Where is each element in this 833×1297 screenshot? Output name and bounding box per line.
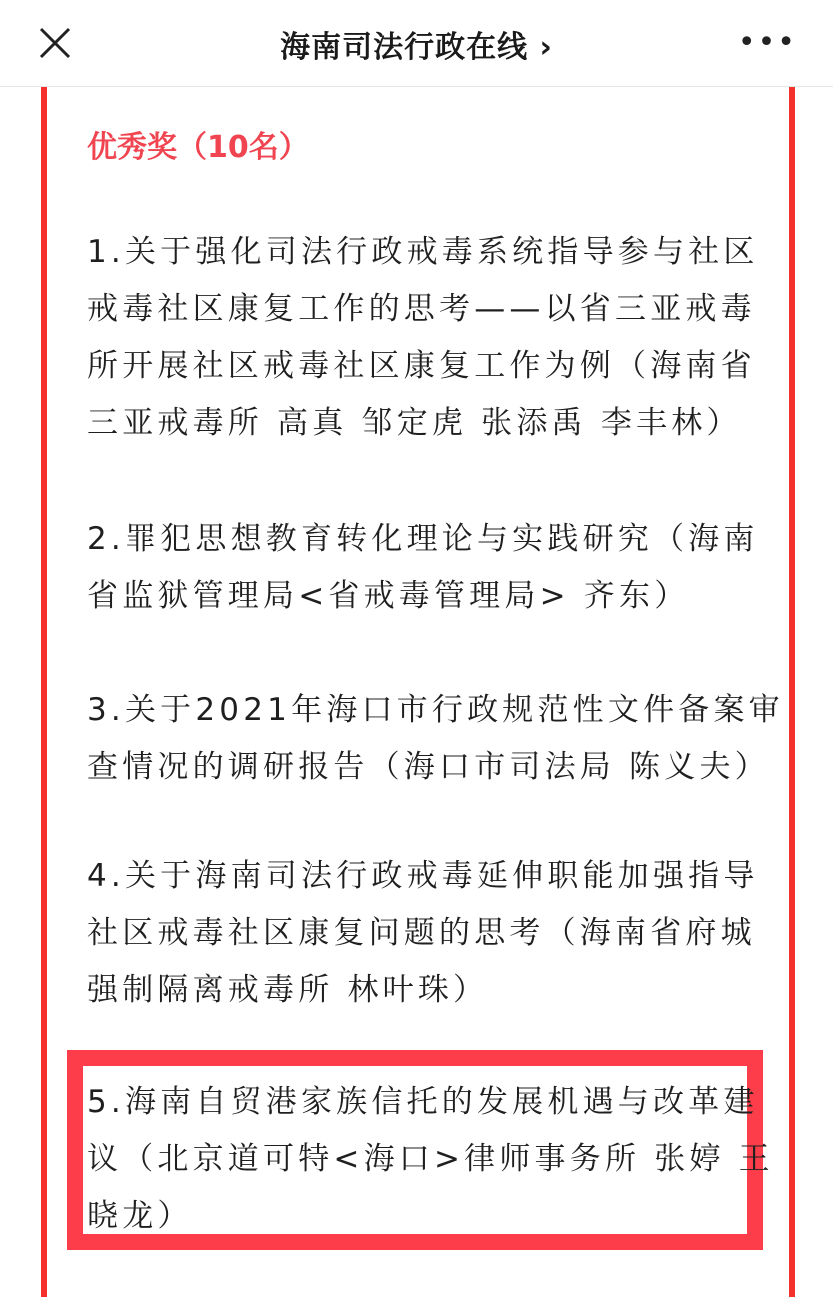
item-line: 强制隔离戒毒所 林叶珠） xyxy=(87,972,489,1008)
item-line: 社区戒毒社区康复问题的思考（海南省府城 xyxy=(87,915,756,951)
item-line: 戒毒社区康复工作的思考——以省三亚戒毒 xyxy=(87,291,756,327)
list-item xyxy=(87,682,784,796)
section-heading: 优秀奖（10名） xyxy=(87,130,309,165)
list-item xyxy=(87,224,759,452)
item-line: 所开展社区戒毒社区康复工作为例（海南省 xyxy=(87,348,756,384)
left-red-border xyxy=(41,87,47,1297)
item-line: 议（北京道可特<海口>律师事务所 张婷 王 xyxy=(87,1141,774,1177)
top-bar xyxy=(0,0,833,87)
right-red-border xyxy=(789,87,795,1297)
item-line: 4.关于海南司法行政戒毒延伸职能加强指导 xyxy=(87,858,759,894)
item-line: 查情况的调研报告（海口市司法局 陈义夫） xyxy=(87,749,770,785)
more-icon[interactable]: ••• xyxy=(737,25,797,60)
item-line: 3.关于2021年海口市行政规范性文件备案审 xyxy=(87,692,784,728)
item-line: 晓龙） xyxy=(87,1198,193,1234)
item-line: 2.罪犯思想教育转化理论与实践研究（海南 xyxy=(87,521,759,557)
item-line: 5.海南自贸港家族信托的发展机遇与改革建 xyxy=(87,1084,759,1120)
item-line: 三亚戒毒所 高真 邹定虎 张添禹 李丰林） xyxy=(87,405,742,441)
account-title[interactable]: 海南司法行政在线 › xyxy=(280,30,553,65)
list-item xyxy=(87,511,759,625)
list-item xyxy=(87,848,759,1019)
list-item-highlighted xyxy=(87,1074,774,1245)
item-line: 1.关于强化司法行政戒毒系统指导参与社区 xyxy=(87,234,759,270)
item-line: 省监狱管理局<省戒毒管理局> 齐东） xyxy=(87,578,690,614)
